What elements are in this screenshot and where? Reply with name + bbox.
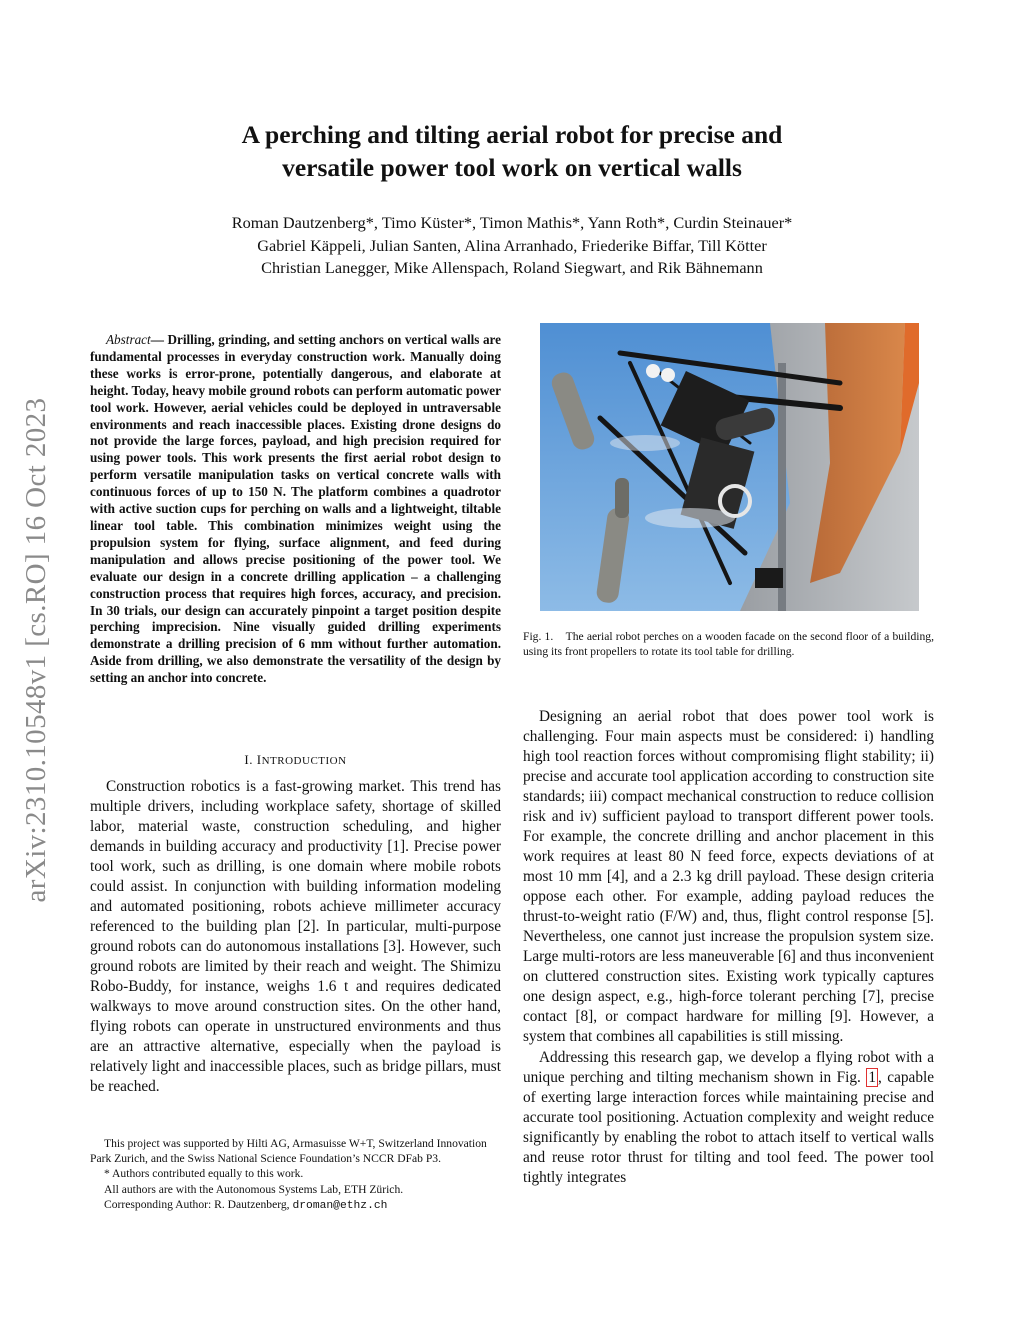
section-title-rest: NTRODUCTION xyxy=(261,755,347,767)
abstract xyxy=(90,332,501,687)
research-gap-text-before: Addressing this research gap, we develop a flying robot with a unique perching and tilting mechanism shown in Fig. xyxy=(523,1049,934,1086)
footnote-corresponding xyxy=(90,1197,501,1214)
footnote-equal-contribution: * Authors contributed equally to this work. xyxy=(104,1167,304,1181)
section-heading-introduction xyxy=(90,752,501,768)
section-number: I. xyxy=(244,752,254,767)
authors-line-2: Gabriel Käppeli, Julian Santen, Alina Arranhado, Friederike Biffar, Till Kötter xyxy=(257,235,767,255)
corresponding-label: Corresponding Author: R. Dautzenberg, xyxy=(104,1197,290,1211)
propeller-blur-1 xyxy=(645,508,735,528)
lower-mount xyxy=(755,568,783,588)
suction-cup xyxy=(615,478,629,518)
figure-1-caption xyxy=(523,629,934,659)
abstract-dash: — xyxy=(150,332,164,347)
arxiv-stamp: arXiv:2310.10548v1 [cs.RO] 16 Oct 2023 xyxy=(20,397,52,903)
authors-line-1: Roman Dautzenberg*, Timo Küster*, Timon Mathis*, Yann Roth*, Curdin Steinauer* xyxy=(231,213,793,232)
author-list xyxy=(120,212,904,280)
title-line-2: versatile power tool work on vertical walls xyxy=(282,153,742,182)
footnote-affiliation: All authors are with the Autonomous Systems Lab, ETH Zürich. xyxy=(104,1182,404,1196)
caption-label: Fig. 1. xyxy=(523,630,554,643)
footnotes xyxy=(90,1136,501,1214)
paragraph-research-gap xyxy=(523,1048,934,1188)
caption-text: The aerial robot perches on a wooden facade on the second floor of a building, using its front propellers to rotate its tool table for drilling. xyxy=(523,630,934,658)
section-title-first-letter: I xyxy=(256,752,262,767)
paragraph-design-challenges: Designing an aerial robot that does power tool work is challenging. Four main aspects must be considered: i) handling high tool reaction forces without compromising flight stability; ii) precise and accurate tool application according to construction site standards; iii) compact mechanical construction to reduce collision risk and iv) sufficient payload to transport different power tools. For example, the concrete drilling and anchor placement in this work requires at least 80 N feed force, expects deviations of at most 10 mm [4], and a 2.3 kg drill payload. These design criteria oppose each other. For example, adding payload reduces the thrust-to-weight ratio (F/W) and, thus, flight control response [5]. Nevertheless, one cannot just increase the propulsion system size. Large multi-rotors are less maneuverable [6] and thus inconvenient on cluttered construction sites. Existing work typically captures one design aspect, e.g., high-force tolerant perching [7], precise contact [8], or compact hardware for milling [9]. However, a system that combines all capabilities is still missing. xyxy=(523,708,934,1045)
title-line-1: A perching and tilting aerial robot for precise and xyxy=(241,120,783,149)
drone-photo-illustration xyxy=(540,323,919,611)
camera-lens-right xyxy=(661,368,675,382)
authors-line-3: Christian Lanegger, Mike Allenspach, Roland Siegwart, and Rik Bähnemann xyxy=(261,258,763,277)
intro-body xyxy=(90,777,501,1097)
figure-1-photo xyxy=(540,323,919,611)
propeller-blur-2 xyxy=(610,435,680,451)
footnote-support: This project was supported by Hilti AG, Armasuisse W+T, Switzerland Innovation Park Zurich, and the Swiss National Science Foundation’s NCCR DFab P3. xyxy=(90,1137,487,1166)
figure-1-reference-link[interactable]: 1 xyxy=(868,1069,876,1086)
intro-paragraph: Construction robotics is a fast-growing market. This trend has multiple drivers, including workplace safety, shortage of skilled labor, material waste, construction scheduling, and higher demands in building accuracy and productivity [1]. Precise power tool work, such as drilling, is one domain where mobile robots could assist. In conjunction with building information modeling and automated positioning, robots achieve millimeter accuracy referenced to the building plan [2]. In particular, multi-purpose ground robots can do autonomous installations [3]. However, such ground robots are limited by their reach and weight. The Shimizu Robo-Buddy, for instance, weighs 1.6 t and requires dedicated walkways to move around construction sites. On the other hand, flying robots can operate in unstructured environments and thus are an attractive alternative, especially when the payload is relatively light and inaccessible places, such as bridge pillars, must be reached. xyxy=(90,778,501,1095)
camera-lens-left xyxy=(646,364,660,378)
right-column-body xyxy=(523,707,934,1188)
abstract-text: Drilling, grinding, and setting anchors on vertical walls are fundamental processes in everyday construction work. Manually doing these works is error-prone, potentially dangerous, and elaborate at height. Today, heavy mobile ground robots can perform automatic power tool work. However, aerial vehicles could be deployed in untraversable environments and reach inaccessible places. Existing drone designs do not provide the large forces, payload, and high precision required for using power tools. This work presents the first aerial robot design to perform versatile manipulation tasks on vertical concrete walls with continuous forces of up to 150 N. The platform combines a quadrotor with active suction cups for perching on walls and a lightweight, tiltable linear tool table. This combination minimizes weight using the propulsion system for flying, surface alignment, and feed during manipulation and allows precise positioning of the power tool. We evaluate our design in a concrete drilling application – a challenging construction process that requires high forces, accuracy, and precision. In 30 trials, our design can accurately pinpoint a target position despite perching imprecision. Nine visually guided drilling experiments demonstrate a drilling precision of 6 mm without further automation. Aside from drilling, we also demonstrate the versatility of the design by setting an anchor into concrete. xyxy=(90,332,502,686)
paper-title xyxy=(120,118,904,184)
abstract-label: Abstract xyxy=(106,332,151,347)
corresponding-email[interactable]: droman@ethz.ch xyxy=(292,1199,388,1212)
research-gap-text-after: , capable of exerting large interaction forces while maintaining precise and accurate tool positioning. Actuation complexity and weight reduce significantly by enabling the robot to attach itself to vertical walls and reuse rotor thrust for tilting and tool feed. The power tool tightly integrates xyxy=(523,1069,935,1186)
